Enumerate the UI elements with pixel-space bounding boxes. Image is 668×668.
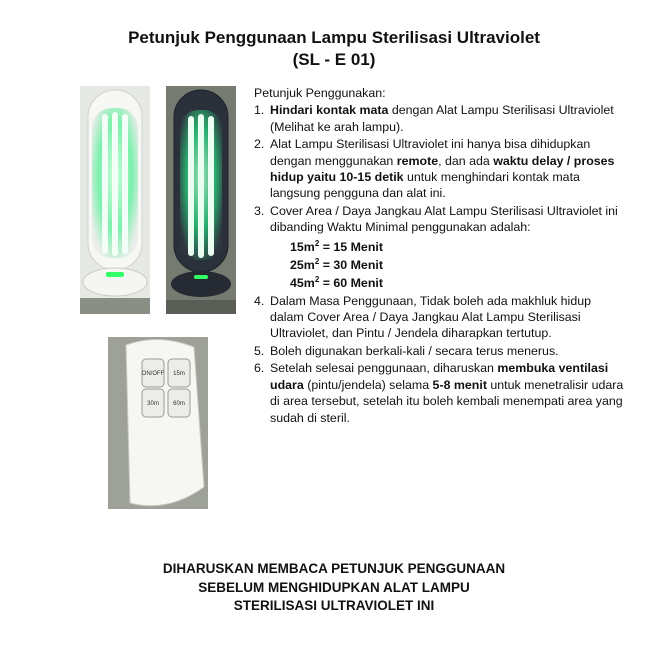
instruction-item-1 bbox=[254, 102, 624, 135]
item-number: 5. bbox=[254, 343, 265, 358]
uv-lamp-photo-light bbox=[80, 86, 150, 314]
instruction-list bbox=[254, 102, 624, 426]
footer-line: SEBELUM MENGHIDUPKAN ALAT LAMPU bbox=[198, 579, 470, 595]
item-text: , dan ada bbox=[438, 153, 494, 168]
item-text: untuk menghindari kontak mata langsung pengguna dan alat ini. bbox=[270, 170, 580, 201]
instruction-item-5 bbox=[254, 343, 624, 359]
item-number: 1. bbox=[254, 103, 265, 118]
item-bold: waktu delay / proses hidup yaitu 10-15 detik bbox=[270, 153, 615, 185]
remote-control-photo bbox=[108, 337, 208, 509]
item-number: 3. bbox=[254, 203, 265, 218]
cover-area-row: $15m^2 = 15$ Menit bbox=[290, 238, 383, 254]
cover-area-list bbox=[290, 238, 624, 292]
item-text: Setelah selesai penggunaan, diharuskan bbox=[270, 361, 498, 376]
page-title: Petunjuk Penggunaan Lampu Sterilisasi Ultraviolet bbox=[128, 28, 540, 47]
instructions-block bbox=[254, 85, 624, 427]
uv-lamp-photo-dark bbox=[166, 86, 236, 314]
item-text: (pintu/jendela) selama bbox=[303, 377, 433, 392]
item-number: 4. bbox=[254, 293, 265, 308]
item-bold: Hindari kontak mata bbox=[270, 103, 389, 118]
model-code: (SL - E 01) bbox=[292, 50, 376, 69]
remote-label-30m: 30m bbox=[147, 401, 159, 407]
cover-area-row: $25m^2 = 30$ Menit bbox=[290, 256, 383, 272]
instruction-item-4 bbox=[254, 293, 624, 342]
remote-label-onoff: ON/OFF bbox=[141, 371, 165, 377]
footer-line: STERILISASI ULTRAVIOLET INI bbox=[233, 598, 435, 613]
item-number: 6. bbox=[254, 361, 265, 376]
footer-line: DIHARUSKAN MEMBACA PETUNJUK PENGGUNAAN bbox=[162, 561, 506, 576]
item-text: Boleh digunakan berkali-kali / secara terus menerus. bbox=[270, 343, 559, 358]
instructions-intro: Petunjuk Penggunakan: bbox=[254, 86, 386, 100]
footer-warning bbox=[0, 560, 668, 616]
cover-area-row: $45m^2 = 60$ Menit bbox=[290, 274, 383, 290]
item-text: Alat Lampu Sterilisasi Ultraviolet ini hanya bisa dihidupkan dengan menggunakan bbox=[270, 137, 591, 168]
item-text: Dalam Masa Penggunaan, Tidak boleh ada makhluk hidup dalam Cover Area / Daya Jangkau Alat Lampu Sterilisasi Ultraviolet, dan Pintu / Jendela diharapkan tertutup. bbox=[270, 293, 591, 341]
item-number: 2. bbox=[254, 137, 265, 152]
remote-label-15m: 15m bbox=[173, 371, 185, 377]
item-text: untuk menetralisir udara di area tersebut, setelah itu boleh kembali menempati area yang sudah di steril. bbox=[270, 377, 624, 425]
item-text: Cover Area / Daya Jangkau Alat Lampu Sterilisasi Ultraviolet ini dibanding Waktu Minimal penggunakan adalah: bbox=[270, 203, 618, 235]
remote-label-60m: 60m bbox=[173, 401, 185, 407]
instruction-item-3 bbox=[254, 203, 624, 292]
item-text: dengan Alat Lampu Sterilisasi Ultraviolet (Melihat ke arah lampu). bbox=[270, 103, 614, 134]
instruction-item-2 bbox=[254, 136, 624, 202]
item-bold: remote bbox=[396, 153, 439, 168]
item-bold: membuka ventilasi udara bbox=[270, 361, 609, 392]
item-bold: 5-8 menit bbox=[432, 377, 487, 392]
instruction-item-6 bbox=[254, 360, 624, 426]
